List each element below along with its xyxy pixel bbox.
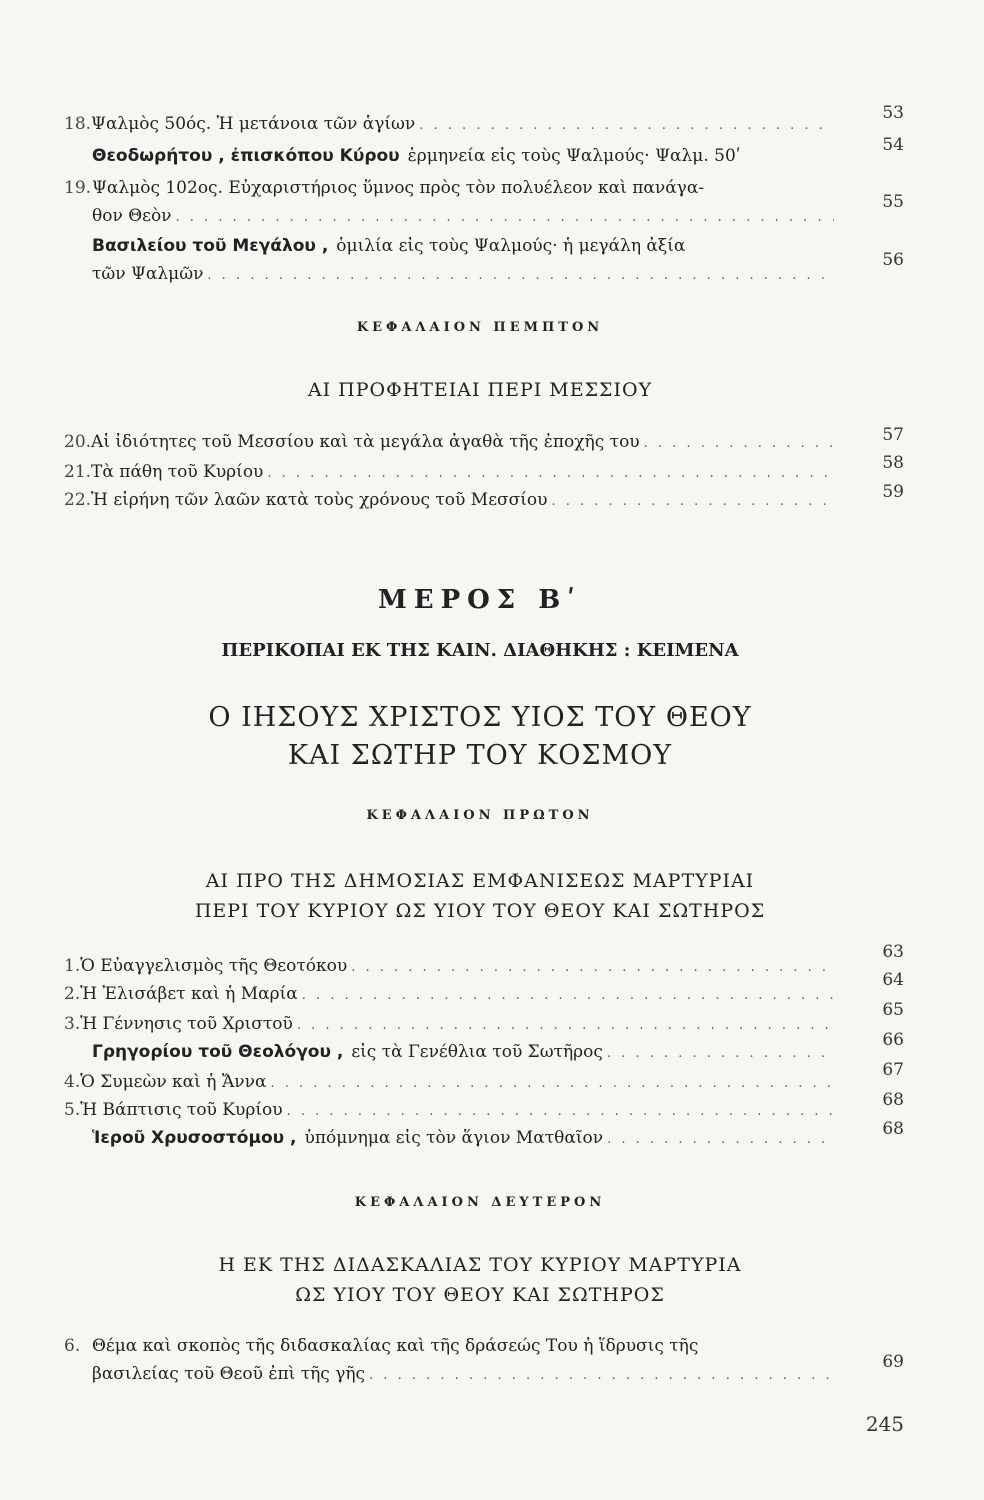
chapter-title-line1: Η ΕΚ ΤΗΣ ΔΙΔΑΣΚΑΛΙΑΣ ΤΟΥ ΚΥΡΙΟΥ ΜΑΡΤΥΡΙΑ [218,1254,742,1276]
entry-text: ὑπόμνημα εἰς τὸν ἅγιον Ματθαῖον [304,1128,604,1148]
page-number: 56 [882,250,904,270]
leader-dots [207,262,834,290]
chapter-heading: ΚΕΦΑΛΑΙΟΝ ΠΕΜΠΤΟΝ [356,320,604,335]
folio-page-number: 245 [865,1412,904,1436]
page-number: 55 [882,192,904,212]
chapter-heading: ΚΕΦΑΛΑΙΟΝ ΔΕΥΤΕΡΟΝ [354,1195,606,1210]
page-number: 69 [882,1352,904,1372]
entry-text: Θέμα καὶ σκοπὸς τῆς διδασκαλίας καὶ τῆς δράσεώς Του ἡ ἵδρυσις τῆς [92,1336,699,1356]
part-subtitle: ΠΕΡΙΚΟΠΑΙ ΕΚ ΤΗΣ ΚΑΙΝ. ΔΙΑΘΗΚΗΣ : ΚΕΙΜΕΝΑ [221,640,739,661]
entry-number: 3. [64,1014,81,1034]
leader-dots [176,204,834,232]
entry-number: 5. [64,1100,81,1120]
entry-number: 18. [64,114,92,134]
entry-text: Τὰ πάθη τοῦ Κυρίου [91,462,264,482]
entry-text-cont: θον Θεὸν [92,206,172,226]
toc-entry-5 [64,1096,834,1126]
entry-number: 20. [64,432,92,452]
leader-dots [270,1070,834,1098]
part-title-line1: Ο ΙΗΣΟΥΣ ΧΡΙΣΤΟΣ ΥΙΟΣ ΤΟΥ ΘΕΟΥ [208,702,752,733]
toc-entry-1 [64,952,834,982]
toc-entry-6 [64,1332,854,1390]
page-number: 67 [882,1060,904,1080]
part-title-line2: ΚΑΙ ΣΩΤΗΡ ΤΟΥ ΚΟΣΜΟΥ [287,740,673,771]
chapter-title-line2: ΩΣ ΥΙΟΥ ΤΟΥ ΘΕΟΥ ΚΑΙ ΣΩΤΗΡΟΣ [295,1284,665,1306]
toc-entry-18b [64,142,834,170]
toc-entry-4 [64,1068,834,1098]
chapter-title-line1: ΑΙ ΠΡΟ ΤΗΣ ΔΗΜΟΣΙΑΣ ΕΜΦΑΝΙΣΕΩΣ ΜΑΡΤΥΡΙΑΙ [205,870,755,892]
part-heading: ΜΕΡΟΣ Βʹ [377,585,583,615]
leader-dots [369,1362,834,1390]
entry-text: Ἡ εἰρήνη τῶν λαῶν κατὰ τοὺς χρόνους τοῦ Μεσσίου [91,490,548,510]
leader-dots [287,1098,834,1126]
entry-number: 6. [64,1336,81,1356]
entry-number: 2. [64,984,81,1004]
page-number: 59 [882,482,904,502]
toc-entry-19b [64,232,834,290]
toc-entry-3 [64,1010,834,1040]
entry-author: Γρηγορίου τοῦ Θεολόγου , [92,1042,344,1062]
leader-dots [644,430,834,458]
chapter-heading: ΚΕΦΑΛΑΙΟΝ ΠΡΩΤΟΝ [366,808,594,823]
page-number: 54 [882,135,904,155]
page-number: 57 [882,425,904,445]
leader-dots [297,1012,834,1040]
leader-dots [607,1040,834,1068]
entry-text: ὁμιλία εἰς τοὺς Ψαλμούς· ἡ μεγάλη ἀξία [336,236,686,256]
entry-number: 19. [64,178,92,198]
entry-text: Ψαλμὸς 102ος. Εὐχαριστήριος ὕμνος πρὸς τὸν πολυέλεον καὶ πανάγα- [92,178,705,198]
leader-dots [419,112,834,140]
entry-text: Ψαλμὸς 50ός. Ἡ μετάνοια τῶν ἁγίων [91,114,416,134]
page-number: 53 [882,103,904,123]
toc-entry-3b [64,1038,834,1068]
entry-text: Ἡ Βάπτισις τοῦ Κυρίου [80,1100,283,1120]
entry-text: Ὁ Εὐαγγελισμὸς τῆς Θεοτόκου [80,956,348,976]
entry-number: 4. [64,1072,81,1092]
leader-dots [267,460,834,488]
entry-text: Ἡ Ἐλισάβετ καὶ ἡ Μαρία [80,984,298,1004]
toc-entry-22 [64,486,834,516]
page-number: 68 [882,1119,904,1139]
toc-entry-21 [64,458,834,488]
toc-entry-5b [64,1124,834,1154]
entry-text: Αἱ ἰδιότητες τοῦ Μεσσίου καὶ τὰ μεγάλα ἀγαθὰ τῆς ἐποχῆς του [91,432,640,452]
entry-author: Βασιλείου τοῦ Μεγάλου , [92,236,329,256]
entry-number: 22. [64,490,92,510]
entry-text-cont: βασιλείας τοῦ Θεοῦ ἐπὶ τῆς γῆς [92,1364,366,1384]
page-number: 58 [882,453,904,473]
leader-dots [607,1126,834,1154]
page-number: 68 [882,1090,904,1110]
page-number: 66 [882,1030,904,1050]
page-number: 63 [882,942,904,962]
entry-text-cont: τῶν Ψαλμῶν [92,264,204,284]
entry-text: ἑρμηνεία εἰς τοὺς Ψαλμούς· Ψαλμ. 50ʹ [407,146,741,166]
toc-entry-2 [64,980,834,1010]
entry-text: εἰς τὰ Γενέθλια τοῦ Σωτῆρος [351,1042,603,1062]
leader-dots [551,488,834,516]
chapter-title-line2: ΠΕΡΙ ΤΟΥ ΚΥΡΙΟΥ ΩΣ ΥΙΟΥ ΤΟΥ ΘΕΟΥ ΚΑΙ ΣΩΤΗΡΟΣ [194,900,766,922]
entry-number: 21. [64,462,92,482]
entry-text: Ὁ Συμεὼν καὶ ἡ Ἄννα [80,1072,267,1092]
leader-dots [351,954,834,982]
toc-entry-19 [64,174,834,232]
entry-author: Ἱεροῦ Χρυσοστόμου , [92,1128,297,1148]
page-number: 64 [882,970,904,990]
entry-number: 1. [64,956,81,976]
page-number: 65 [882,1000,904,1020]
entry-text: Ἡ Γέννησις τοῦ Χριστοῦ [80,1014,293,1034]
toc-entry-18 [64,110,834,140]
entry-author: Θεοδωρήτου , ἐπισκόπου Κύρου [92,146,400,166]
toc-entry-20 [64,428,834,458]
chapter-title: ΑΙ ΠΡΟΦΗΤΕΙΑΙ ΠΕΡΙ ΜΕΣΣΙΟΥ [307,379,653,401]
leader-dots [302,982,834,1010]
